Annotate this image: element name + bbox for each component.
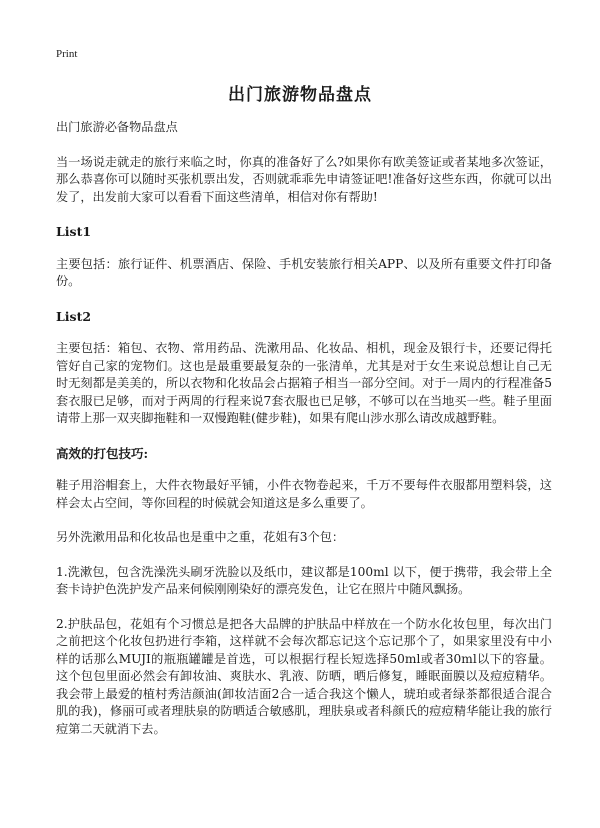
- packing-paragraph: 鞋子用浴帽套上，大件衣物最好平铺，小件衣物卷起来，千万不要每件衣服都用塑料袋，这样会太占空间，等你回程的时候就会知道这是多么重要了。: [56, 478, 552, 510]
- list1-paragraph: 主要包括：旅行证件、机票酒店、保险、手机安装旅行相关APP、以及所有重要文件打印备份。: [56, 256, 552, 288]
- toiletries-item-2: 2.护肤品包，花姐有个习惯总是把各大品牌的护肤品中样放在一个防水化妆包里，每次出门之前把这个化妆包扔进行李箱，这样就不会每次都忘记这个忘记那个了，如果家里没有中小样的话那么MUJI的瓶瓶罐罐是首选，可以根据行程长短选择50ml或者30ml以下的容量。这个包包里面必然会有卸妆油、爽肤水、乳液、防晒，晒后修复，睡眠面膜以及痘痘精华。我会带上最爱的植村秀洁颜油(卸妆洁面2合一适合我这个懒人，琥珀或者绿茶都很适合混合肌的我)，修丽可或者理肤泉的防晒适合敏感肌，理肤泉或者科颜氏的痘痘精华能让我的旅行痘第二天就消下去。: [56, 616, 552, 736]
- toiletries-item-1: 1.洗漱包，包含洗澡洗头刷牙洗脸以及纸巾，建议都是100ml 以下，便于携带，我会带上全套卡诗护色洗护发产品来伺候刚刚染好的漂亮发色，让它在照片中随风飘扬。: [56, 564, 552, 596]
- document-body: [56, 119, 552, 751]
- subtitle: 出门旅游必备物品盘点: [56, 120, 178, 134]
- print-link[interactable]: Print: [56, 48, 78, 60]
- intro-paragraph: 当一场说走就走的旅行来临之时，你真的准备好了么?如果你有欧美签证或者某地多次签证，那么恭喜你可以随时买张机票出发，否则就乖乖先申请签证吧!准备好这些东西，你就可以出发了，出发前大家可以看看下面这些清单，相信对你有帮助!: [56, 154, 552, 204]
- list2-heading: List2: [56, 308, 92, 324]
- list1-heading: List1: [56, 224, 92, 239]
- packing-heading: 高效的打包技巧:: [56, 445, 149, 461]
- list2-paragraph: 主要包括：箱包、衣物、常用药品、洗漱用品、化妆品、相机，现金及银行卡，还要记得托管好自己家的宠物们。这也是最重要最复杂的一张清单，尤其是对于女生来说总想让自己无时无刻都是美美的，所以衣物和化妆品会占据箱子相当一部分空间。对于一周内的行程准备5套衣服已足够，而对于两周的行程来说7套衣服也已足够，不够可以在当地买一些。鞋子里面请带上那一双夹脚拖鞋和一双慢跑鞋(健步鞋)，如果有爬山涉水那么请改成越野鞋。: [56, 341, 552, 425]
- toiletries-intro: 另外洗漱用品和化妆品也是重中之重，花姐有3个包：: [56, 530, 345, 544]
- page-title: 出门旅游物品盘点: [228, 85, 372, 105]
